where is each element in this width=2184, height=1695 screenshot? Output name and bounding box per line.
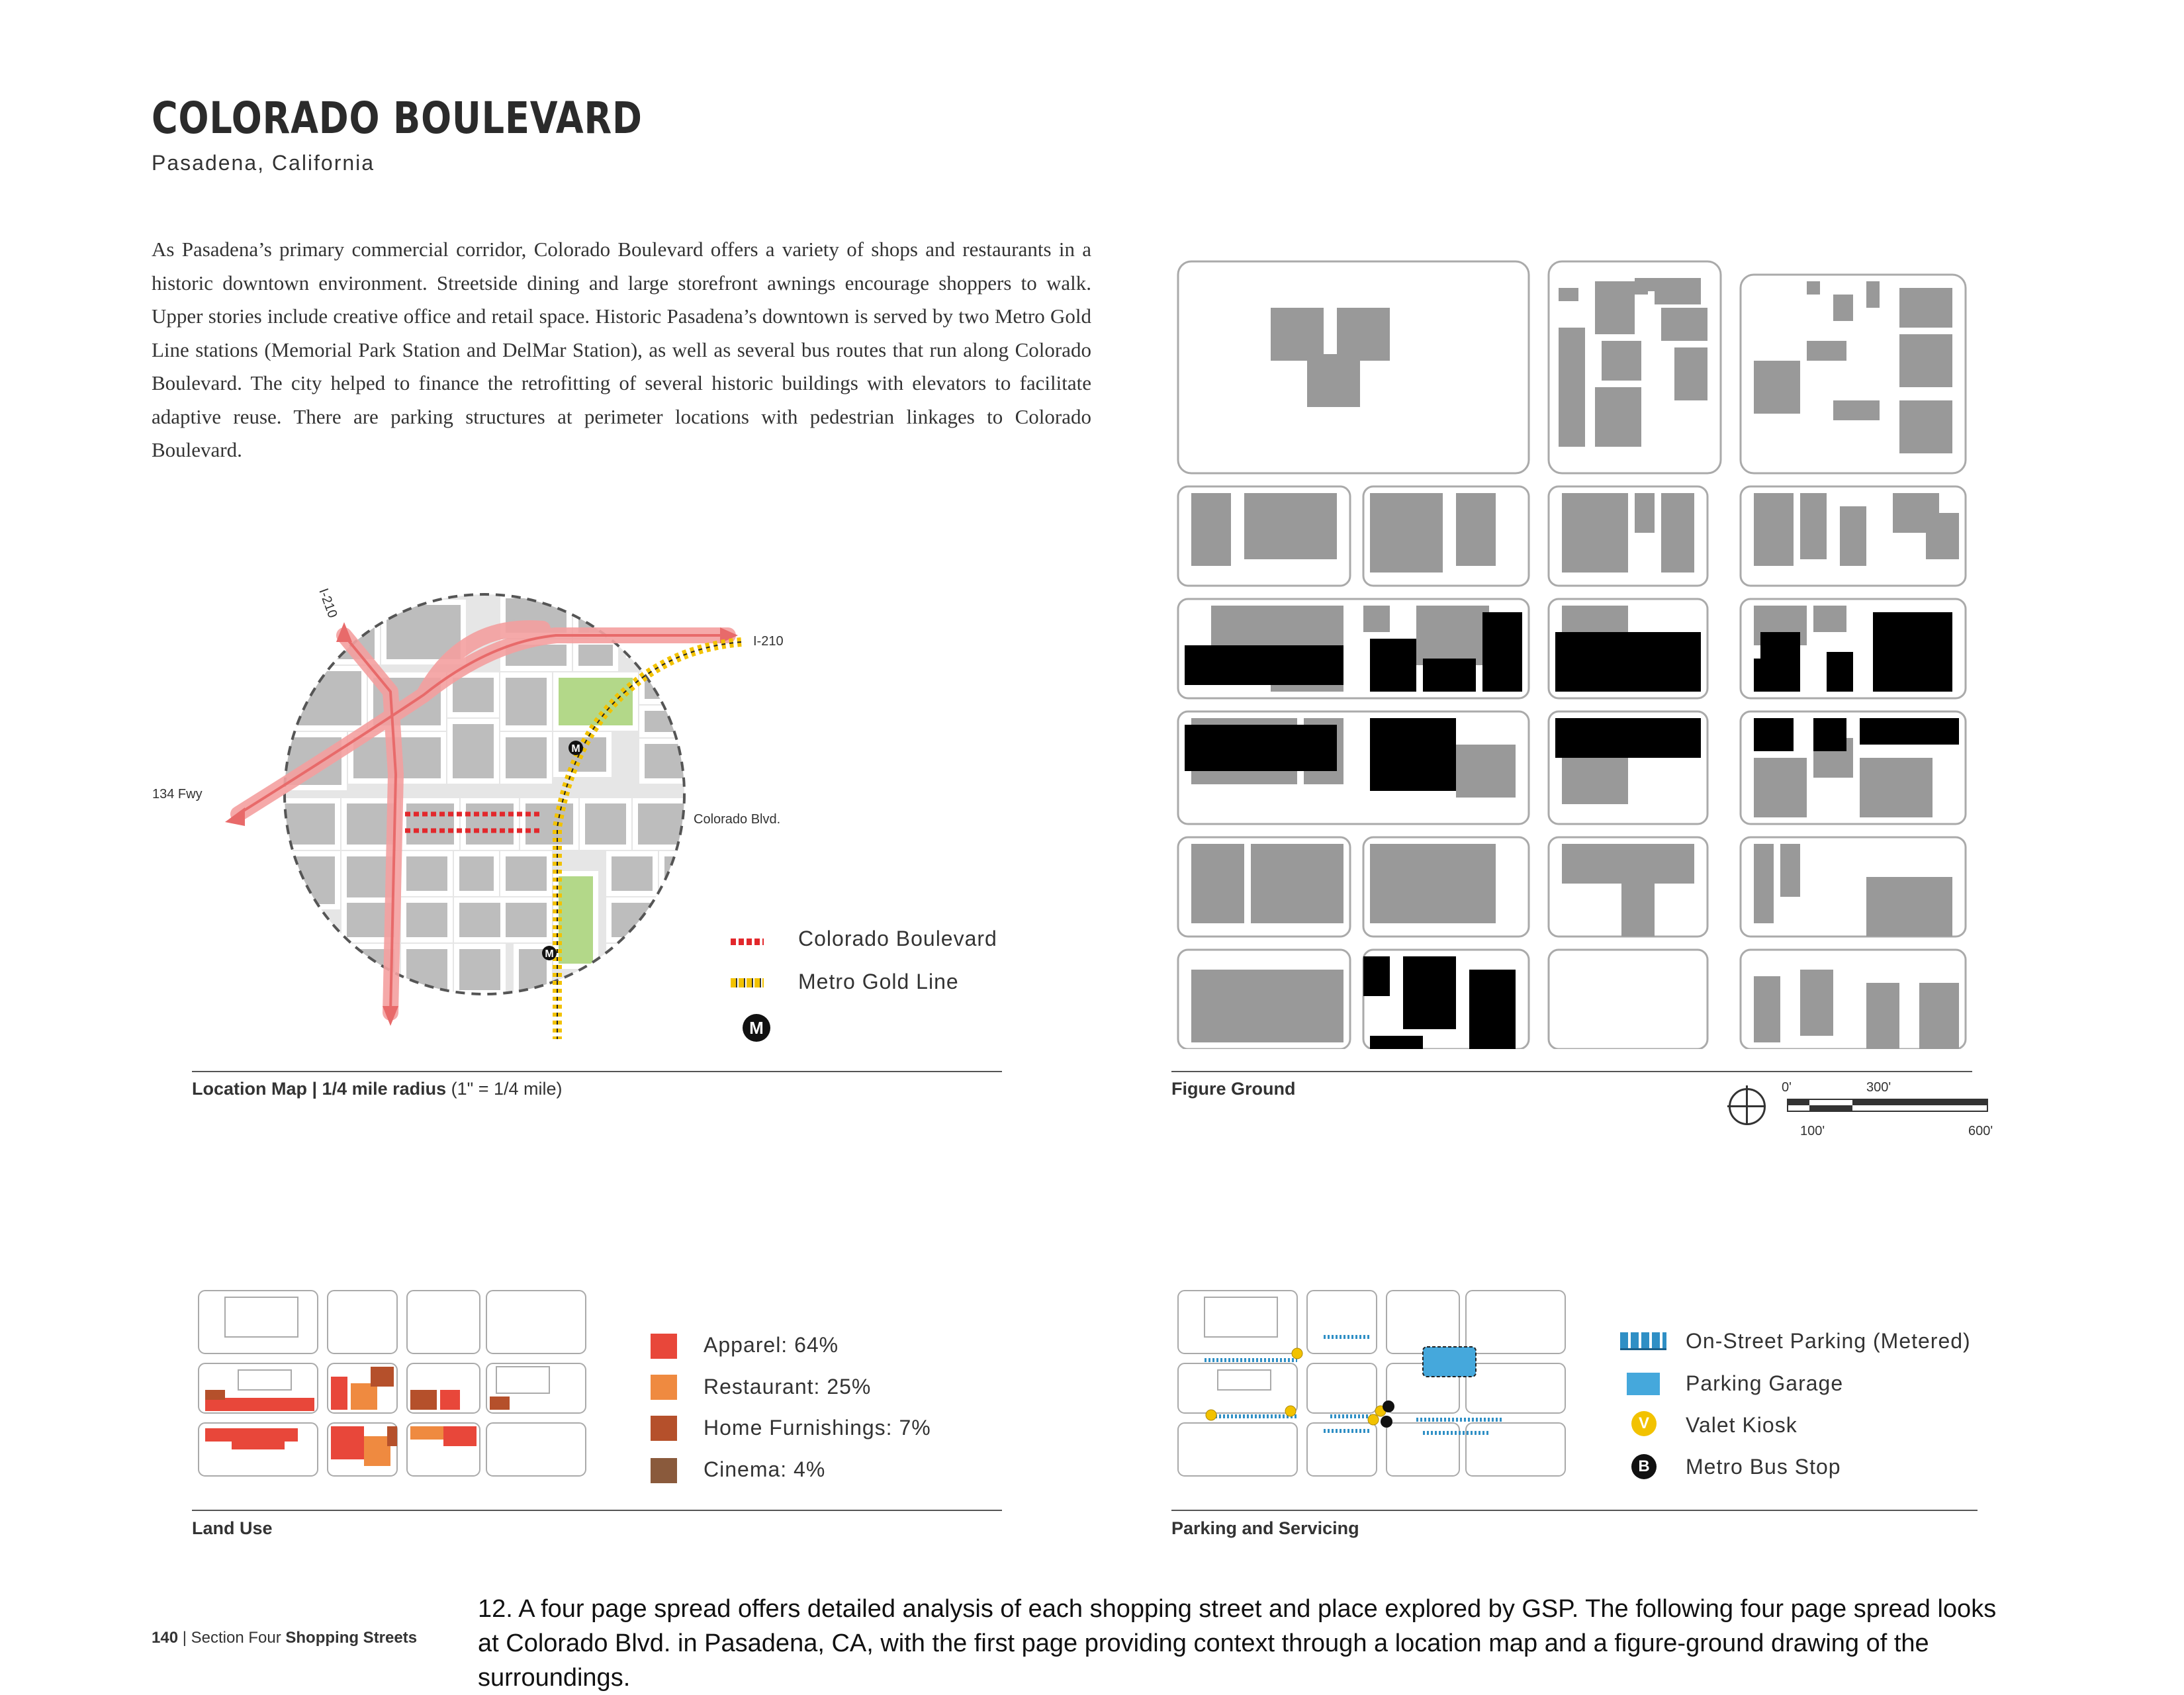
apparel-swatch — [651, 1334, 677, 1359]
parking-caption: Parking and Servicing — [1171, 1518, 1359, 1538]
legend-apparel: Apparel: 64% — [704, 1333, 839, 1357]
metro-bus-stop-icon: B — [1631, 1454, 1657, 1479]
colorado-blvd-legend-swatch — [731, 939, 764, 945]
i210-east-label: I-210 — [753, 634, 784, 649]
parking-map — [1171, 1284, 1582, 1483]
svg-text:M: M — [545, 948, 554, 960]
parking-rule — [1171, 1510, 1978, 1511]
land-use-caption: Land Use — [192, 1518, 273, 1538]
figure-ground-rule — [1171, 1071, 1972, 1072]
legend-colorado-boulevard: Colorado Boulevard — [798, 927, 997, 950]
legend-cinema: Cinema: 4% — [704, 1457, 826, 1481]
i210-vertical-label: I-210 — [316, 586, 340, 620]
legend-on-street-parking: On-Street Parking (Metered) — [1686, 1329, 1971, 1353]
legend-valet-kiosk: Valet Kiosk — [1686, 1413, 1797, 1437]
page-footer: 140 | Section Four Shopping Streets — [152, 1629, 418, 1647]
figure-ground-map — [1171, 235, 1985, 1049]
land-use-map — [192, 1284, 602, 1483]
metro-legend-icon: M — [743, 1014, 770, 1042]
scale-label-0: 0' — [1782, 1080, 1792, 1095]
scale-label-300: 300' — [1866, 1080, 1891, 1095]
page-subtitle: Pasadena, California — [152, 151, 375, 175]
metro-station-icon — [569, 741, 583, 755]
intro-paragraph: As Pasadena’s primary commercial corridor, Colorado Boulevard offers a variety of shops and restaurants in a historic downtown environment. Streetside dining and large storefront awnings encourage shoppers to walk. Upper stories include creative office and retail space. Historic Pasadena’s downtown is served by two Metro Gold Line stations (Memorial Park Station and DelMar Station), as well as several bus routes that run along Colorado Boulevard. The city helped to finance the retrofitting of several historic buildings with elevators to facilitate adaptive reuse. There are parking structures at perimeter locations with pedestrian linkages to Colorado Boulevard. — [152, 238, 1091, 461]
home-furnishings-swatch — [651, 1416, 677, 1441]
legend-metro-bus-stop: Metro Bus Stop — [1686, 1455, 1841, 1479]
cinema-swatch — [651, 1458, 677, 1483]
on-street-parking-swatch — [1620, 1332, 1666, 1350]
svg-text:M: M — [571, 743, 580, 755]
fwy-134-label: 134 Fwy — [152, 787, 203, 802]
legend-restaurant: Restaurant: 25% — [704, 1375, 872, 1398]
land-use-rule — [192, 1510, 1002, 1511]
legend-parking-garage: Parking Garage — [1686, 1371, 1844, 1395]
metro-station-icon — [542, 946, 557, 960]
location-map-rule — [192, 1071, 1002, 1072]
legend-home-furnishings: Home Furnishings: 7% — [704, 1416, 931, 1440]
scale-label-600: 600' — [1968, 1124, 1993, 1138]
gold-line-legend-swatch — [731, 978, 764, 987]
legend-metro-gold-line: Metro Gold Line — [798, 970, 959, 993]
slide-note: 12. A four page spread offers detailed analysis of each shopping street and place explored by GSP. The following four page spread looks at Colorado Blvd. in Pasadena, CA, with the first page providing context through a location map and a figure-ground drawing of the surroundings. — [478, 1595, 1997, 1692]
scale-bar — [1787, 1099, 1988, 1112]
colorado-blvd-label: Colorado Blvd. — [694, 812, 781, 827]
location-map-caption: Location Map | 1/4 mile radius (1" = 1/4 mile) — [192, 1079, 563, 1099]
scale-label-100: 100' — [1800, 1124, 1825, 1138]
page-number: 140 — [152, 1629, 179, 1647]
page-title: COLORADO BOULEVARD — [152, 93, 643, 144]
parking-garage-swatch — [1627, 1373, 1660, 1395]
figure-ground-caption: Figure Ground — [1171, 1079, 1296, 1099]
valet-kiosk-icon: V — [1631, 1411, 1657, 1436]
restaurant-swatch — [651, 1375, 677, 1400]
